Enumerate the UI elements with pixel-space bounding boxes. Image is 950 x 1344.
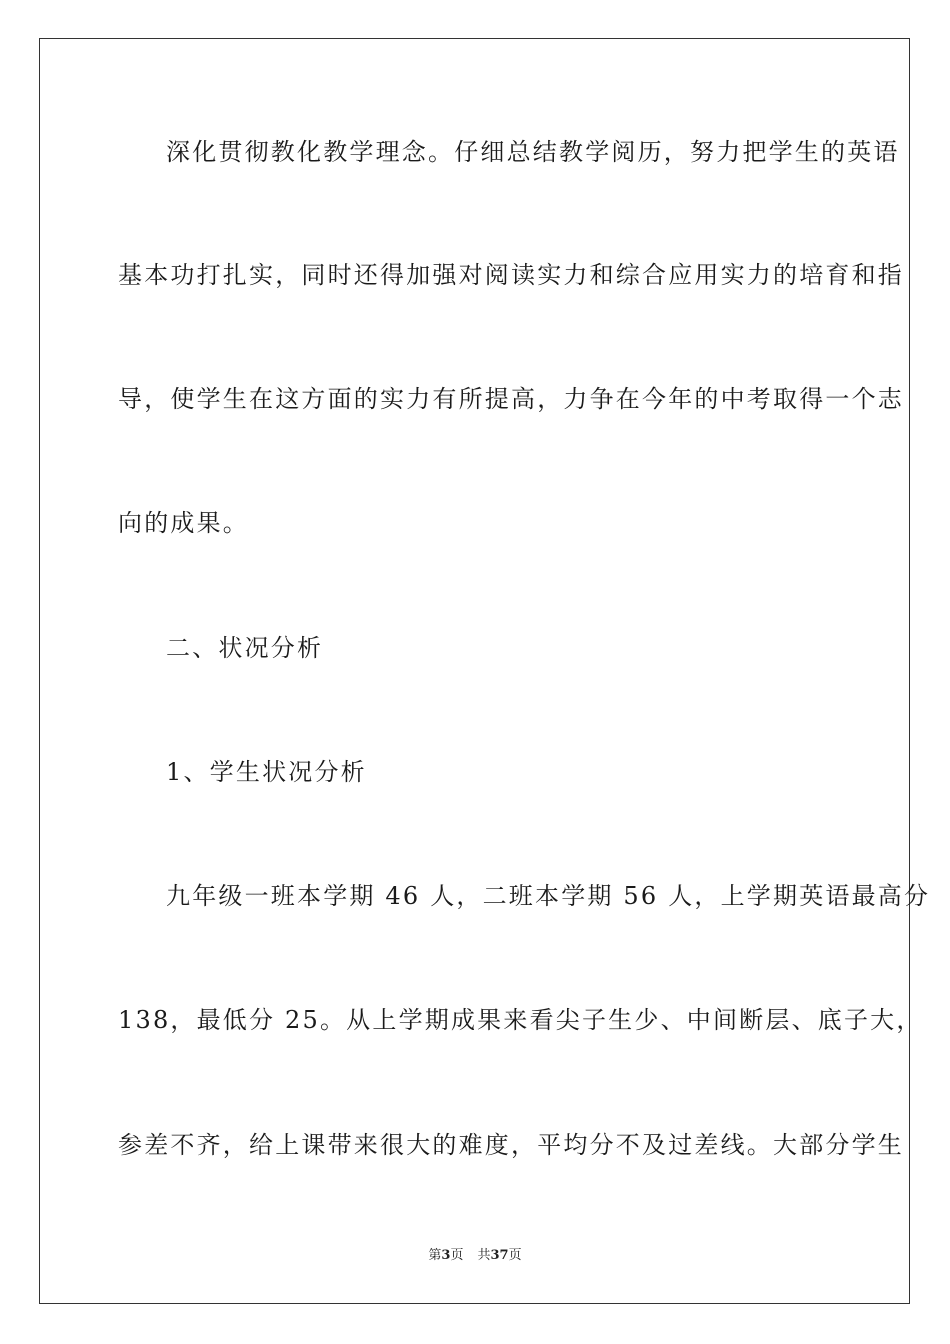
body-paragraph-line: 参差不齐，给上课带来很大的难度，平均分不及过差线。大部分学生 <box>118 1131 904 1159</box>
page-label-prefix: 第 <box>428 1248 442 1263</box>
page-footer <box>0 1247 950 1265</box>
page-border <box>39 38 931 1304</box>
total-pages-number: 37 <box>490 1248 509 1263</box>
body-paragraph-line: 深化贯彻教化教学理念。仔细总结教学阅历，努力把学生的英语 <box>166 138 900 166</box>
body-paragraph-line: 九年级一班本学期 46 人，二班本学期 56 人，上学期英语最高分 <box>166 882 931 910</box>
body-paragraph-line: 向的成果。 <box>118 509 249 537</box>
body-paragraph-line: 导，使学生在这方面的实力有所提高，力争在今年的中考取得一个志 <box>118 385 904 413</box>
section-heading: 二、状况分析 <box>166 634 324 662</box>
page-label-suffix: 页 <box>450 1248 464 1263</box>
body-paragraph-line: 基本功打扎实，同时还得加强对阅读实力和综合应用实力的培育和指 <box>118 261 904 289</box>
total-label-suffix: 页 <box>508 1248 522 1263</box>
body-paragraph-line: 138，最低分 25。从上学期成果来看尖子生少、中间断层、底子大， <box>118 1006 923 1034</box>
current-page-number: 3 <box>441 1248 451 1263</box>
subsection-heading: 1、学生状况分析 <box>166 758 367 786</box>
total-label-prefix: 共 <box>477 1248 491 1263</box>
